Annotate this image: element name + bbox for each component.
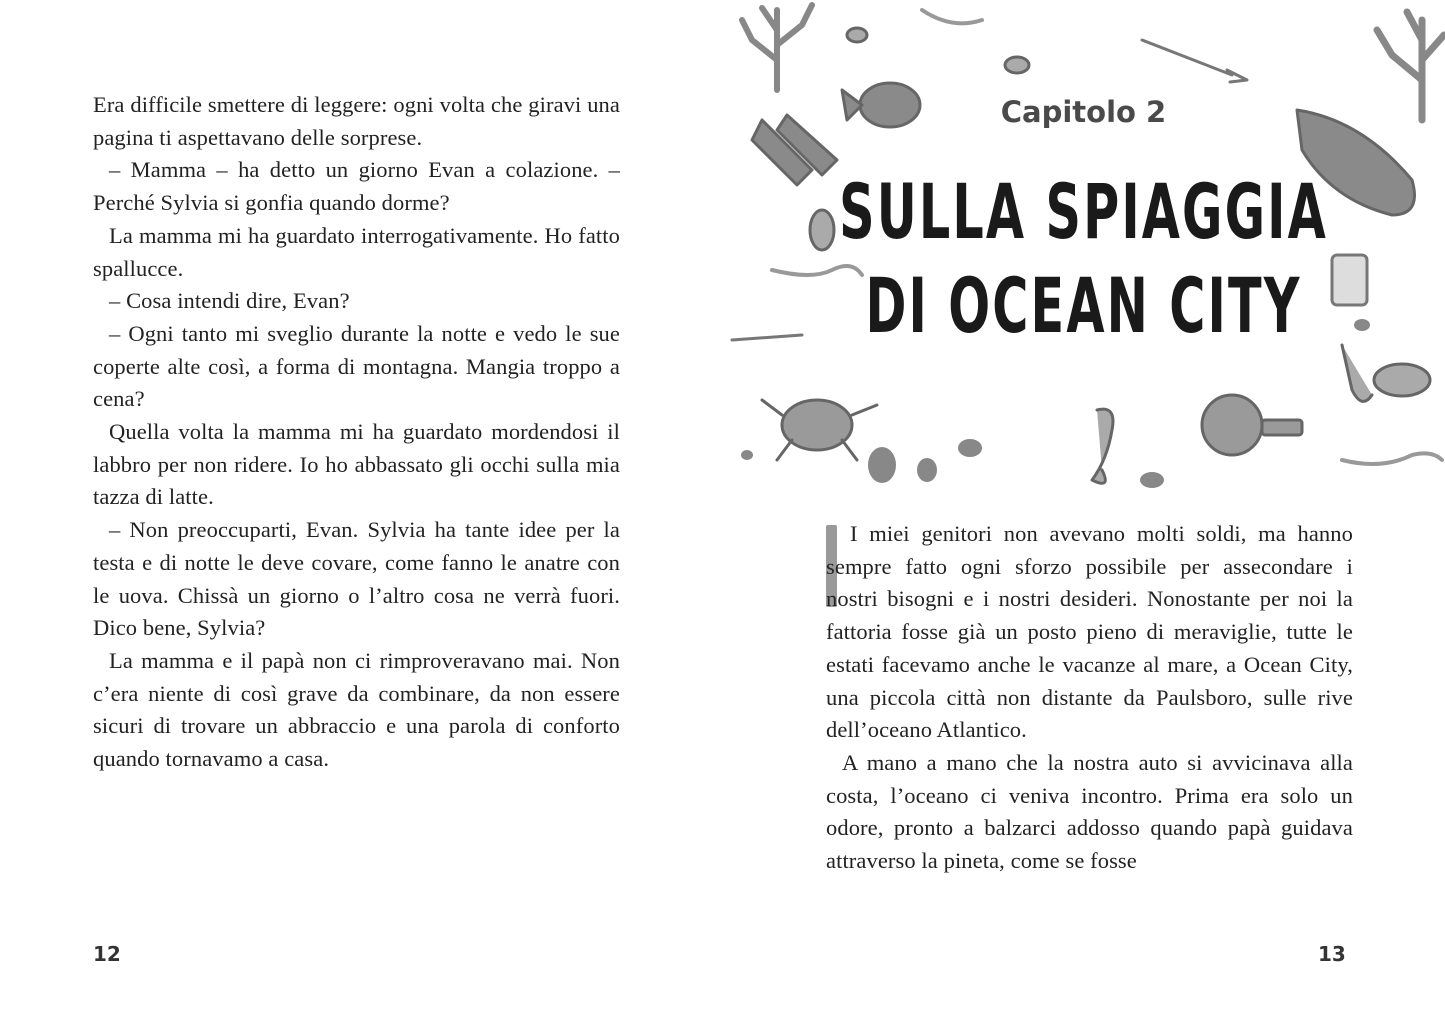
crab-icon <box>762 400 877 460</box>
diving-helmet-icon <box>1202 395 1302 455</box>
right-page <box>722 0 1445 1012</box>
page-number: 12 <box>93 942 121 966</box>
paragraph: I miei genitori non avevano molti soldi, ma hanno sempre fatto ogni sforzo possibile per assecondare i nostri bisogni e i nostri desideri. Nonostante per noi la fattoria fosse già un posto pieno di meraviglie, tutte le estati facevamo anche le vacanze al mare, a Ocean City, una piccola città non distante da Paulsboro, sulle rive dell’oceano Atlantico. <box>826 521 1353 743</box>
body-text <box>93 89 620 776</box>
paragraph: – Mamma – ha detto un giorno Evan a colazione. – Perché Sylvia si gonfia quando dorme? <box>93 157 620 216</box>
coral-icon <box>742 5 812 90</box>
chapter-label: Capitolo 2 <box>1000 95 1167 129</box>
paragraph: A mano a mano che la nostra auto si avvicinava alla costa, l’oceano ci veniva incontro. Prima era solo un odore, pronto a balzarci addosso quando papà guidava attraverso la pineta, come se fosse <box>826 749 1353 874</box>
left-page <box>0 0 722 1012</box>
chapter-title: SULLA SPIAGGIA DI OCEAN CITY <box>839 167 1328 350</box>
paragraph: La mamma e il papà non ci rimproveravano mai. Non c’era niente di così grave da combinare, da non essere sicuri di trovare un abbraccio e una parola di conforto quando tornavamo a casa. <box>93 647 620 772</box>
snorkel-mask-icon <box>1342 345 1430 401</box>
seahorse-icon <box>1092 409 1113 483</box>
paragraph: – Cosa intendi dire, Evan? <box>109 288 350 314</box>
paragraph: La mamma mi ha guardato interrogativamente. Ho fatto spallucce. <box>93 222 620 281</box>
body-text <box>826 518 1353 878</box>
paragraph: Era difficile smettere di leggere: ogni volta che giravi una pagina ti aspettavano delle sorprese. <box>93 92 620 150</box>
paragraph: – Non preoccuparti, Evan. Sylvia ha tante idee per la testa e di notte le deve covare, come fanno le anatre con le uova. Chissà un giorno o l’altro cosa ne verrà fuori. Dico bene, Sylvia? <box>93 517 620 641</box>
paragraph: Quella volta la mamma mi ha guardato mordendosi il labbro per non ridere. Io ho abbassato gli occhi sulla mia tazza di latte. <box>93 419 620 510</box>
page-number: 13 <box>1318 942 1346 966</box>
paragraph: – Ogni tanto mi sveglio durante la notte e vedo le sue coperte alte così, a forma di montagna. Mangia troppo a cena? <box>93 320 620 412</box>
